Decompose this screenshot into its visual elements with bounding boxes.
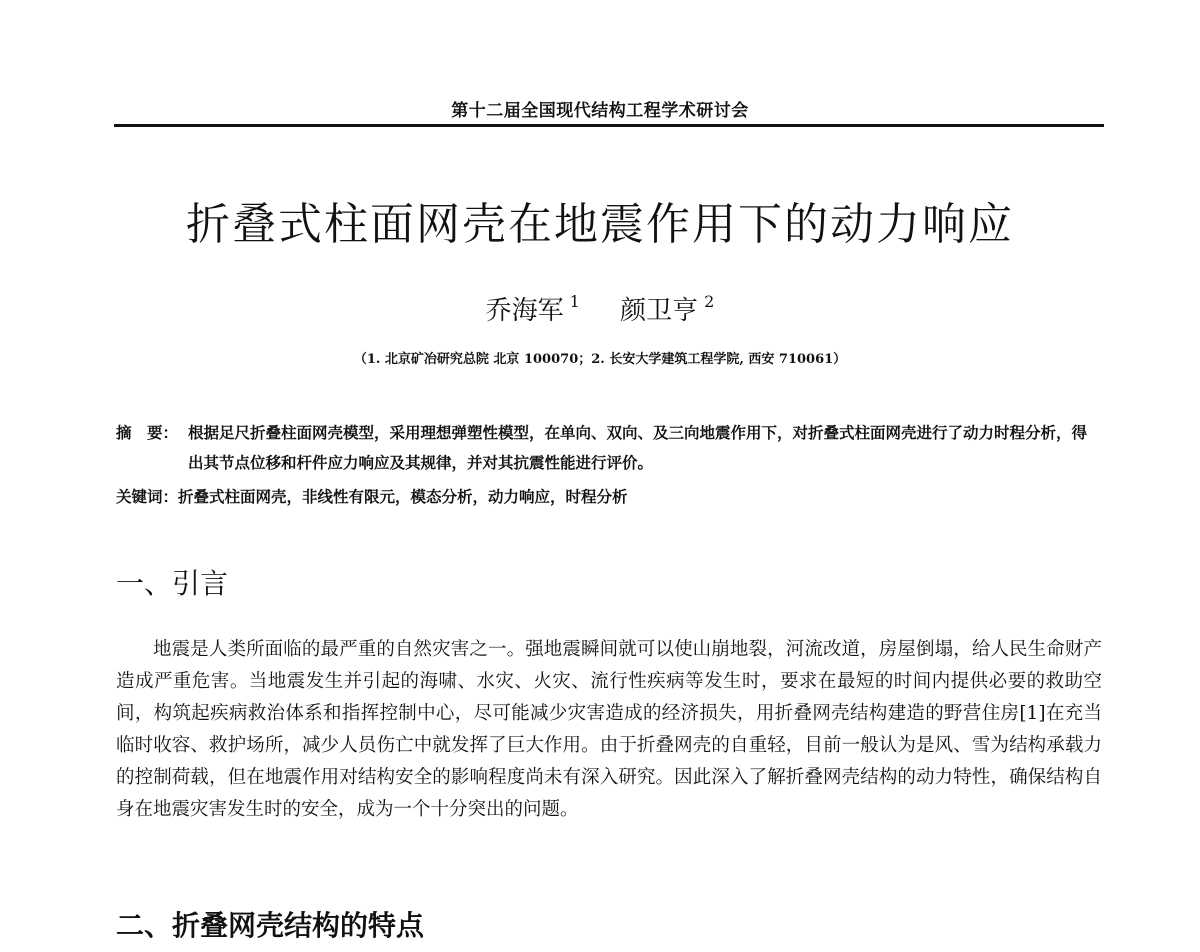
author-1-affiliation-mark: 1 — [569, 292, 580, 311]
header-rule — [114, 124, 1104, 127]
affiliation-line: （1. 北京矿冶研究总院 北京 100070；2. 长安大学建筑工程学院, 西安 710061） — [353, 352, 847, 367]
author-2-affiliation-mark: 2 — [704, 292, 715, 311]
abstract-block — [116, 418, 1102, 478]
running-header: 第十二届全国现代结构工程学术研讨会 — [451, 101, 749, 121]
keywords-block — [116, 482, 1102, 512]
author-2 — [620, 290, 714, 327]
abstract-text: 根据足尺折叠柱面网壳模型，采用理想弹塑性模型，在单向、双向、及三向地震作用下，对折叠式柱面网壳进行了动力时程分析，得出其节点位移和杆件应力响应及其规律，并对其抗震性能进行评价。 — [188, 423, 1088, 472]
abstract-label: 摘 要： — [116, 423, 179, 442]
author-2-name: 颜卫亨 — [620, 296, 699, 326]
keywords-text: 折叠式柱面网壳，非线性有限元，模态分析，动力响应，时程分析 — [178, 487, 628, 506]
section-heading-introduction: 一、引言 — [116, 567, 229, 600]
author-1 — [486, 290, 580, 327]
introduction-paragraph: 地震是人类所面临的最严重的自然灾害之一。强地震瞬间就可以使山崩地裂，河流改道，房屋倒塌，给人民生命财产造成严重危害。当地震发生并引起的海啸、水灾、火灾、流行性疾病等发生时，要求在最短的时间内提供必要的救助空间，构筑起疾病救治体系和指挥控制中心，尽可能减少灾害造成的经济损失，用折叠网壳结构建造的野营住房[1]在充当临时收容、救护场所，减少人员伤亡中就发挥了巨大作用。由于折叠网壳的自重轻，目前一般认为是风、雪为结构承载力的控制荷载，但在地震作用对结构安全的影响程度尚未有深入研究。因此深入了解折叠网壳结构的动力特性，确保结构自身在地震灾害发生时的安全，成为一个十分突出的问题。 — [116, 639, 1102, 820]
author-line — [0, 290, 1200, 327]
keywords-label: 关键词： — [116, 487, 179, 506]
author-1-name: 乔海军 — [485, 296, 564, 326]
section-heading-structure-features: 二、折叠网壳结构的特点 — [116, 909, 425, 942]
paper-title: 折叠式柱面网壳在地震作用下的动力响应 — [186, 199, 1014, 250]
